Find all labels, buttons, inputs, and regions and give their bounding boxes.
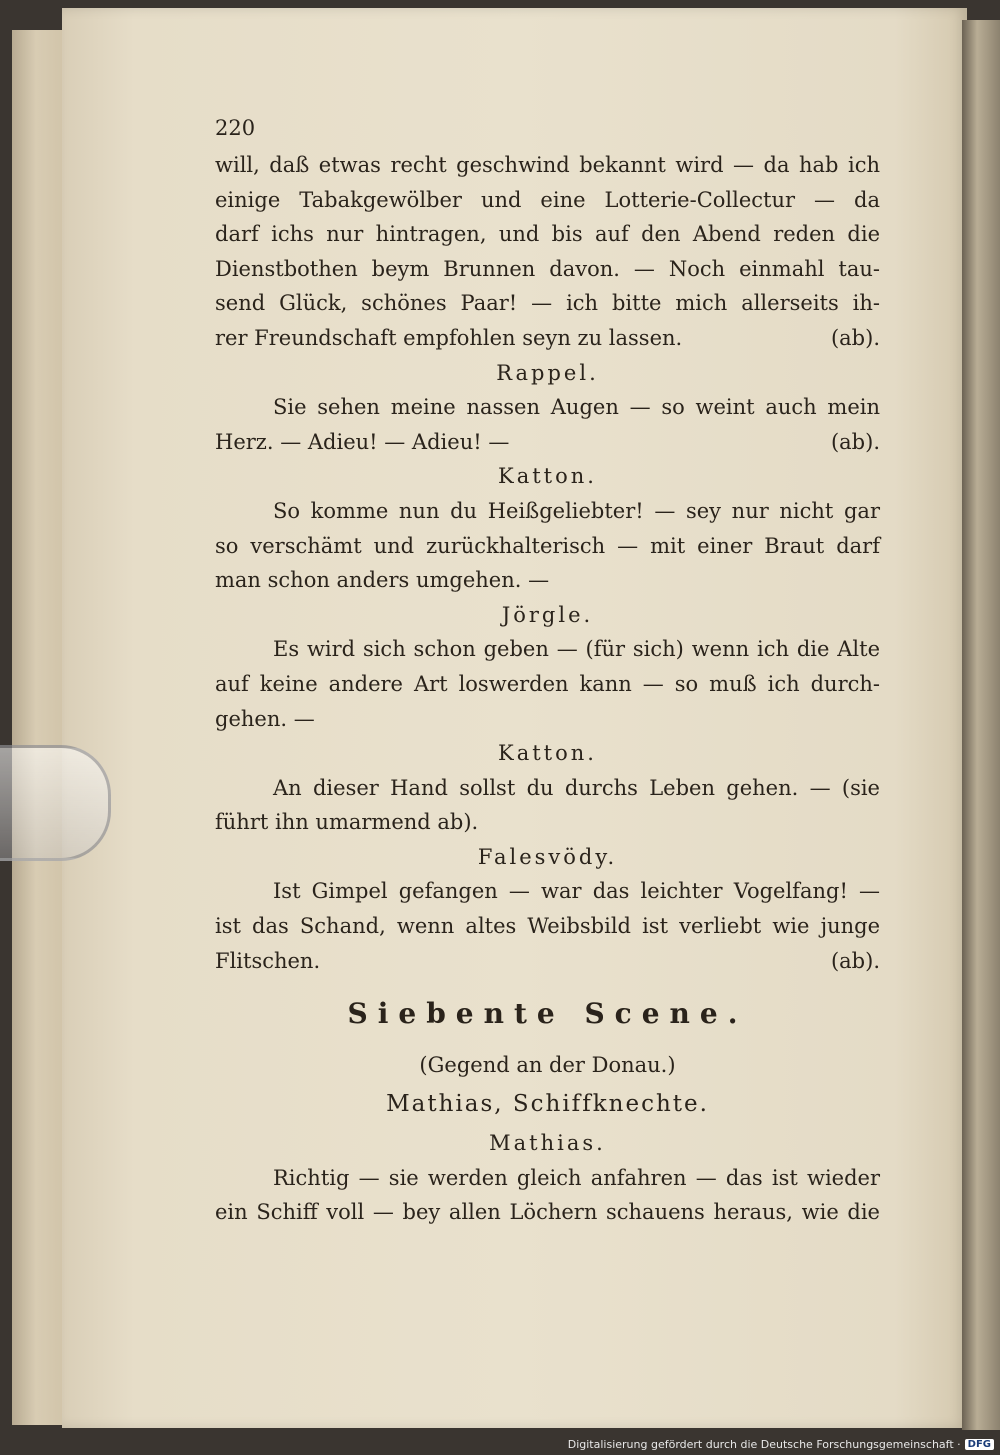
text-line: Sie sehen meine nassen Augen — so weint auch mein xyxy=(273,395,880,420)
text-line-with-exit xyxy=(215,944,880,979)
exit-direction: (ab). xyxy=(830,325,880,350)
text-line: will, daß etwas recht geschwind bekannt wird — da hab ich xyxy=(215,153,880,177)
credit-text: Digitalisierung gefördert durch die Deutsche Forschungsgemeinschaft · xyxy=(567,1438,961,1451)
speaker-name: Rappel. xyxy=(496,360,599,385)
speaker-name: Falesvödy. xyxy=(477,844,618,869)
text-line: Dienstbothen beym Brunnen davon. — Noch einmahl tau- xyxy=(215,256,880,281)
speaker-name: Katton. xyxy=(498,741,597,766)
speaker-name: Jörgle. xyxy=(501,602,594,627)
text-line: An dieser Hand sollst du durchs Leben gehen. — (sie xyxy=(273,775,880,800)
text-line: man schon anders umgehen. — xyxy=(215,568,550,593)
text-line: So komme nun du Heißgeliebter! — sey nur nicht gar xyxy=(273,498,880,523)
speaker-name: Mathias. xyxy=(489,1131,606,1156)
text-line: Ist Gimpel gefangen — war das leichter Vogelfang! — xyxy=(273,879,880,904)
page-clip xyxy=(0,745,111,861)
text-line: gehen. — xyxy=(215,706,315,731)
text-line: Flitschen. xyxy=(215,948,321,973)
text-line-with-exit xyxy=(215,321,880,356)
text-line: ist das Schand, wenn altes Weibsbild ist verliebt wie junge xyxy=(215,914,880,939)
text-line: Richtig — sie werden gleich anfahren — das ist wieder xyxy=(273,1165,880,1190)
page-text xyxy=(215,108,880,1230)
text-line: send Glück, schönes Paar! — ich bitte mich allerseits ih- xyxy=(215,291,880,316)
dfg-logo-icon: DFG xyxy=(965,1439,994,1450)
scene-persons: Mathias, Schiffknechte. xyxy=(386,1091,709,1118)
text-line: Es wird sich schon geben — (für sich) wenn ich die Alte xyxy=(273,637,880,662)
text-line: ein Schiff voll — bey allen Löchern schauens heraus, wie die xyxy=(215,1200,880,1225)
text-line: auf keine andere Art loswerden kann — so muß ich durch- xyxy=(215,671,880,696)
speaker-name: Katton. xyxy=(498,464,597,489)
stage-direction: (Gegend an der Donau.) xyxy=(419,1053,676,1078)
text-line: Herz. — Adieu! — Adieu! — xyxy=(215,429,510,454)
exit-direction: (ab). xyxy=(830,429,880,454)
text-line: darf ichs nur hintragen, und bis auf den Abend reden die xyxy=(215,222,880,247)
text-line: so verschämt und zurückhalterisch — mit einer Braut darf xyxy=(215,533,880,558)
text-line: rer Freundschaft empfohlen seyn zu lassen. xyxy=(215,325,683,350)
exit-direction: (ab). xyxy=(830,948,880,973)
scene-heading: Siebente Scene. xyxy=(347,997,748,1031)
page-number: 220 xyxy=(215,116,256,140)
digitization-credit xyxy=(568,1438,994,1451)
text-line: einige Tabakgewölber und eine Lotterie-Collectur — da xyxy=(215,187,880,212)
book-edge-right xyxy=(962,20,1000,1430)
text-line: führt ihn umarmend ab). xyxy=(215,810,479,835)
text-line-with-exit xyxy=(215,425,880,460)
